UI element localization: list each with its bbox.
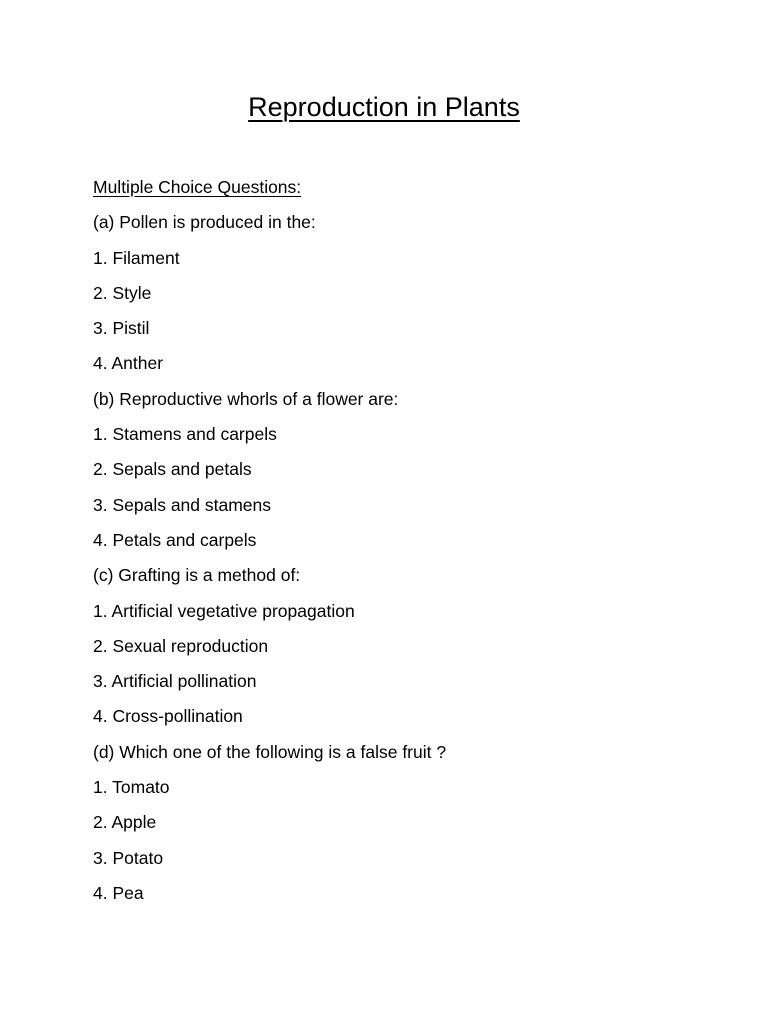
option-c1: 1. Artificial vegetative propagation [93,600,355,621]
page-title [0,88,768,126]
option-b1: 1. Stamens and carpels [93,424,277,445]
question-list [93,171,733,912]
question-a: (a) Pollen is produced in the: [93,212,316,233]
option-b4: 4. Petals and carpels [93,529,257,550]
option-c2: 2. Sexual reproduction [93,635,269,656]
option-a2: 2. Style [93,282,152,303]
option-b2: 2. Sepals and petals [93,459,252,480]
question-c: (c) Grafting is a method of: [93,565,301,586]
section-heading-text: Multiple Choice Questions: [93,177,302,197]
page-title-text: Reproduction in Plants [248,92,520,122]
option-d4: 4. Pea [93,882,144,903]
option-d3: 3. Potato [93,847,164,868]
question-b: (b) Reproductive whorls of a flower are: [93,388,399,409]
option-c3: 3. Artificial pollination [93,671,257,692]
option-d1: 1. Tomato [93,777,170,798]
option-a4: 4. Anther [93,353,164,374]
question-d: (d) Which one of the following is a false fruit ? [93,741,447,762]
option-b3: 3. Sepals and stamens [93,494,272,515]
option-c4: 4. Cross-pollination [93,706,243,727]
section-heading [93,171,733,206]
option-a1: 1. Filament [93,247,180,268]
option-a3: 3. Pistil [93,318,150,339]
option-d2: 2. Apple [93,812,157,833]
